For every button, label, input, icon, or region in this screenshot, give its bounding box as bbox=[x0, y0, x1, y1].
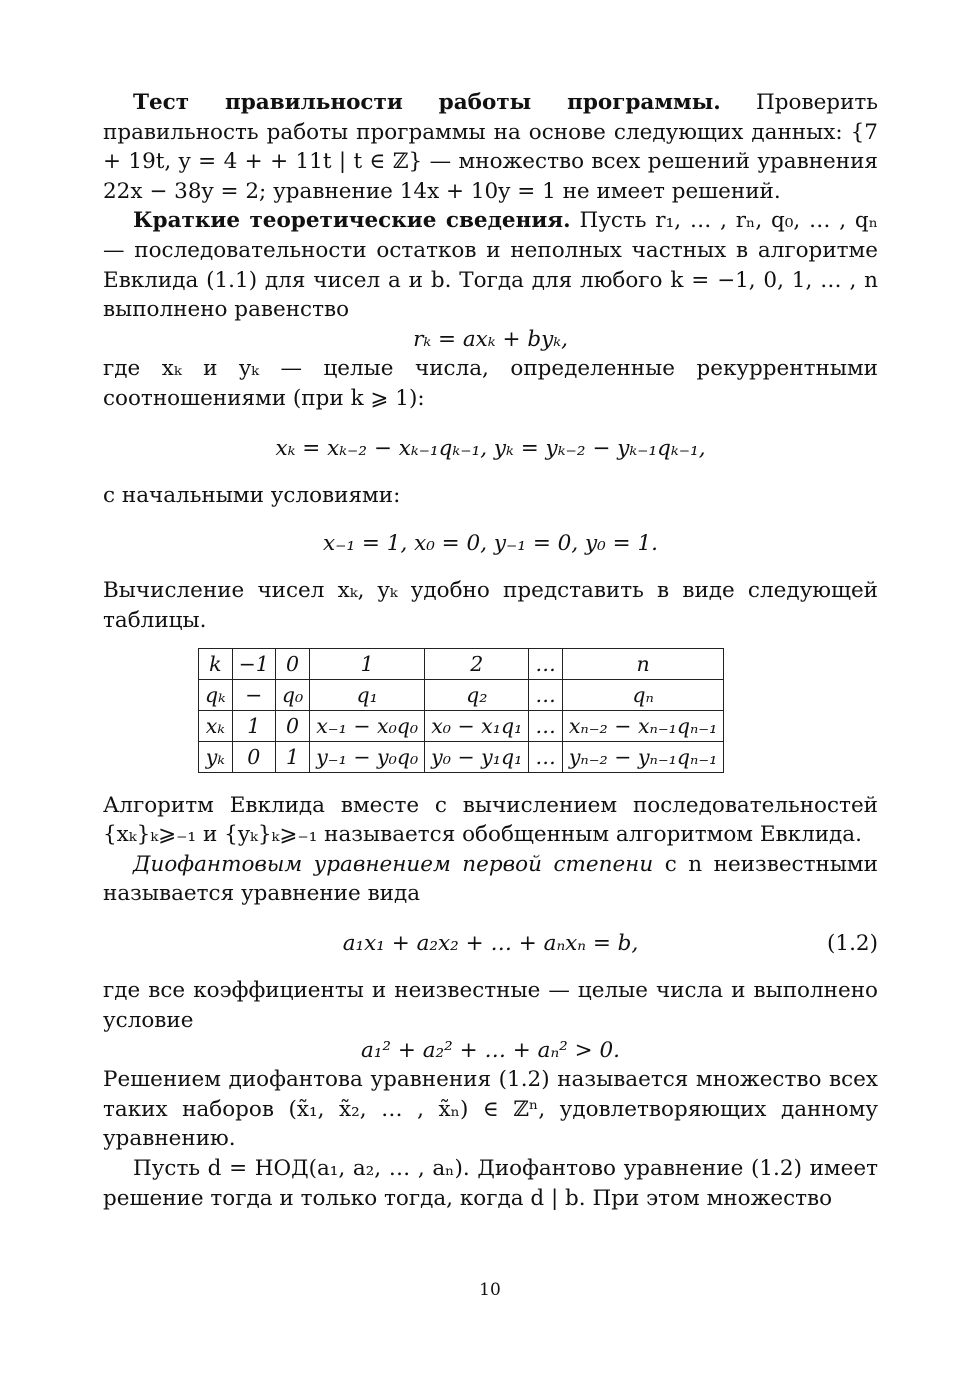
table-cell: … bbox=[529, 741, 563, 772]
heading-test: Тест правильности работы программы. bbox=[133, 90, 721, 115]
table-cell: 0 bbox=[275, 648, 309, 679]
equation-1-2: a₁x₁ + a₂x₂ + … + aₙxₙ = b, bbox=[342, 930, 639, 956]
paragraph-test bbox=[103, 88, 878, 206]
paragraph-coefficients: где все коэффициенты и неизвестные — целые числа и выполнено условие bbox=[103, 978, 878, 1034]
table-cell: yₙ₋₂ − yₙ₋₁qₙ₋₁ bbox=[562, 741, 724, 772]
paragraph-gcd: Пусть d = НОД(a₁, a₂, … , aₙ). Диофантово уравнение (1.2) имеет решение тогда и только тогда, когда d | b. При этом множество bbox=[103, 1156, 878, 1211]
equation-number: (1.2) bbox=[827, 930, 878, 956]
table-cell: 1 bbox=[275, 741, 309, 772]
table-row bbox=[199, 710, 724, 741]
table-cell: 2 bbox=[425, 648, 529, 679]
equation-condition: a₁² + a₂² + … + aₙ² > 0. bbox=[360, 1037, 620, 1063]
equation-recurrence: xₖ = xₖ₋₂ − xₖ₋₁qₖ₋₁, yₖ = yₖ₋₂ − yₖ₋₁qₖ₋₁, bbox=[275, 435, 706, 461]
paragraph-diophantine-body: с n неизвестными называется уравнение вида bbox=[103, 851, 878, 907]
table-row bbox=[199, 741, 724, 772]
table-cell: yₖ bbox=[199, 741, 233, 772]
paragraph-diophantine-def bbox=[103, 850, 878, 909]
table-cell: … bbox=[529, 679, 563, 710]
euclid-table bbox=[198, 648, 724, 773]
paragraph-recurrence: где xₖ и yₖ — целые числа, определенные рекуррентными соотношениями (при k ⩾ 1): bbox=[103, 356, 878, 411]
table-cell: 0 bbox=[275, 710, 309, 741]
table-cell: k bbox=[199, 648, 233, 679]
paragraph-test-body: Проверить правильность работы программы на основе следующих данных: {7 + 19t, y = 4 + + 11t | t ∈ ℤ} — множество всех решений уравнения 22x − 38y = 2; уравнение 14x + 10y = 1 не имеет решений. bbox=[103, 90, 879, 204]
table-cell: 1 bbox=[232, 710, 275, 741]
equation-1-2-row bbox=[103, 929, 878, 959]
paragraph-solution-def: Решением диофантова уравнения (1.2) называется множество всех таких наборов (x̃₁, x̃₂, … , x̃ₙ) ∈ ℤⁿ, удовлетворяющих данному уравнению. bbox=[103, 1067, 878, 1152]
table-cell: qₖ bbox=[199, 679, 233, 710]
paragraph-extended-euclid: Алгоритм Евклида вместе с вычислением последовательностей {xₖ}ₖ⩾₋₁ и {yₖ}ₖ⩾₋₁ называется обобщенным алгоритмом Евклида. bbox=[103, 792, 878, 848]
table-cell: x₀ − x₁q₁ bbox=[425, 710, 529, 741]
table-cell: n bbox=[562, 648, 724, 679]
term-diophantine: Диофантовым уравнением первой степени bbox=[133, 851, 654, 877]
table-cell: q₁ bbox=[310, 679, 425, 710]
table-cell: −1 bbox=[232, 648, 275, 679]
table-row bbox=[199, 679, 724, 710]
equation-initial: x₋₁ = 1, x₀ = 0, y₋₁ = 0, y₀ = 1. bbox=[322, 530, 658, 556]
paragraph-theory bbox=[103, 206, 878, 324]
table-cell: y₋₁ − y₀q₀ bbox=[310, 741, 425, 772]
equation-remainder: rₖ = axₖ + byₖ, bbox=[413, 326, 568, 352]
table-cell: 0 bbox=[232, 741, 275, 772]
table-cell: … bbox=[529, 648, 563, 679]
table-cell: − bbox=[232, 679, 275, 710]
paragraph-theory-body: Пусть r₁, … , rₙ, q₀, … , qₙ — последовательности остатков и неполных частных в алгоритме Евклида (1.1) для чисел a и b. Тогда для любого k = −1, 0, 1, … , n выполнено равенство bbox=[103, 208, 878, 323]
table-cell: x₋₁ − x₀q₀ bbox=[310, 710, 425, 741]
paragraph-table-intro: Вычисление чисел xₖ, yₖ удобно представить в виде следующей таблицы. bbox=[103, 578, 878, 633]
heading-theory: Краткие теоретические сведения. bbox=[133, 208, 571, 234]
page-number: 10 bbox=[479, 1280, 501, 1300]
table-cell: xₖ bbox=[199, 710, 233, 741]
table-cell: qₙ bbox=[562, 679, 724, 710]
table-cell: y₀ − y₁q₁ bbox=[425, 741, 529, 772]
text-column bbox=[103, 88, 878, 1213]
table-row bbox=[199, 648, 724, 679]
table-cell: q₀ bbox=[275, 679, 309, 710]
paragraph-initial: с начальными условиями: bbox=[103, 483, 401, 509]
table-cell: … bbox=[529, 710, 563, 741]
table-cell: 1 bbox=[310, 648, 425, 679]
table-cell: xₙ₋₂ − xₙ₋₁qₙ₋₁ bbox=[562, 710, 724, 741]
table-cell: q₂ bbox=[425, 679, 529, 710]
